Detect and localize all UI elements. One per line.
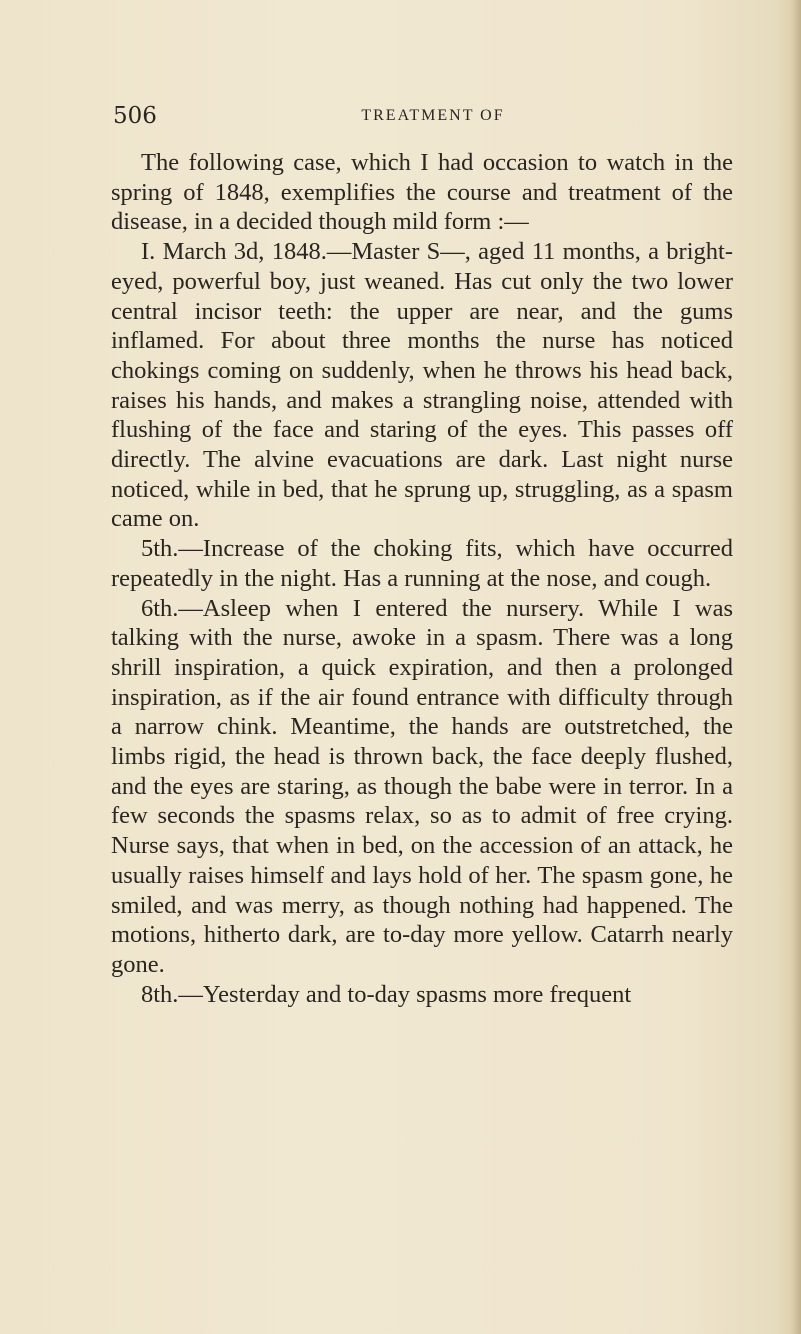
- paragraph-8th: 8th.—Yesterday and to-day spasms more frequent: [141, 980, 632, 1008]
- paragraph-intro: The following case, which I had occasion to watch in the spring of 1848, exemplifies the course and treatment of the disease, in a decided though mild form :—: [111, 149, 733, 236]
- paragraph-march-3: I. March 3d, 1848.—Master S—, aged 11 months, a bright-eyed, powerful boy, just weaned. Has cut only the two lower central incisor teeth: the upper are near, and the gums inflamed. For about three months the nurse has noticed chokings coming on suddenly, when he throws his head back, raises his hands, and makes a strangling noise, attended with flushing of the face and staring of the eyes. This passes off directly. The alvine evacuations are dark. Last night nurse noticed, while in bed, that he sprung up, struggling, as a spasm came on.: [111, 238, 733, 533]
- body-text: [111, 148, 733, 1009]
- page-header: [113, 101, 733, 131]
- running-title: TREATMENT OF: [361, 107, 505, 124]
- page-number: 506: [113, 103, 157, 129]
- paragraph-6th: 6th.—Asleep when I entered the nursery. While I was talking with the nurse, awoke in a spasm. There was a long shrill inspiration, a quick expiration, and then a prolonged inspiration, as if the air found entrance with difficulty through a narrow chink. Meantime, the hands are outstretched, the limbs rigid, the head is thrown back, the face deeply flushed, and the eyes are staring, as though the babe were in terror. In a few seconds the spasms relax, so as to admit of free crying. Nurse says, that when in bed, on the accession of an attack, he usually raises himself and lays hold of her. The spasm gone, he smiled, and was merry, as though nothing had happened. The motions, hitherto dark, are to-day more yellow. Catarrh nearly gone.: [111, 594, 733, 978]
- page-edge-shadow: [791, 0, 801, 1334]
- paragraph-5th: 5th.—Increase of the choking fits, which have occurred repeatedly in the night. Has a running at the nose, and cough.: [111, 535, 733, 592]
